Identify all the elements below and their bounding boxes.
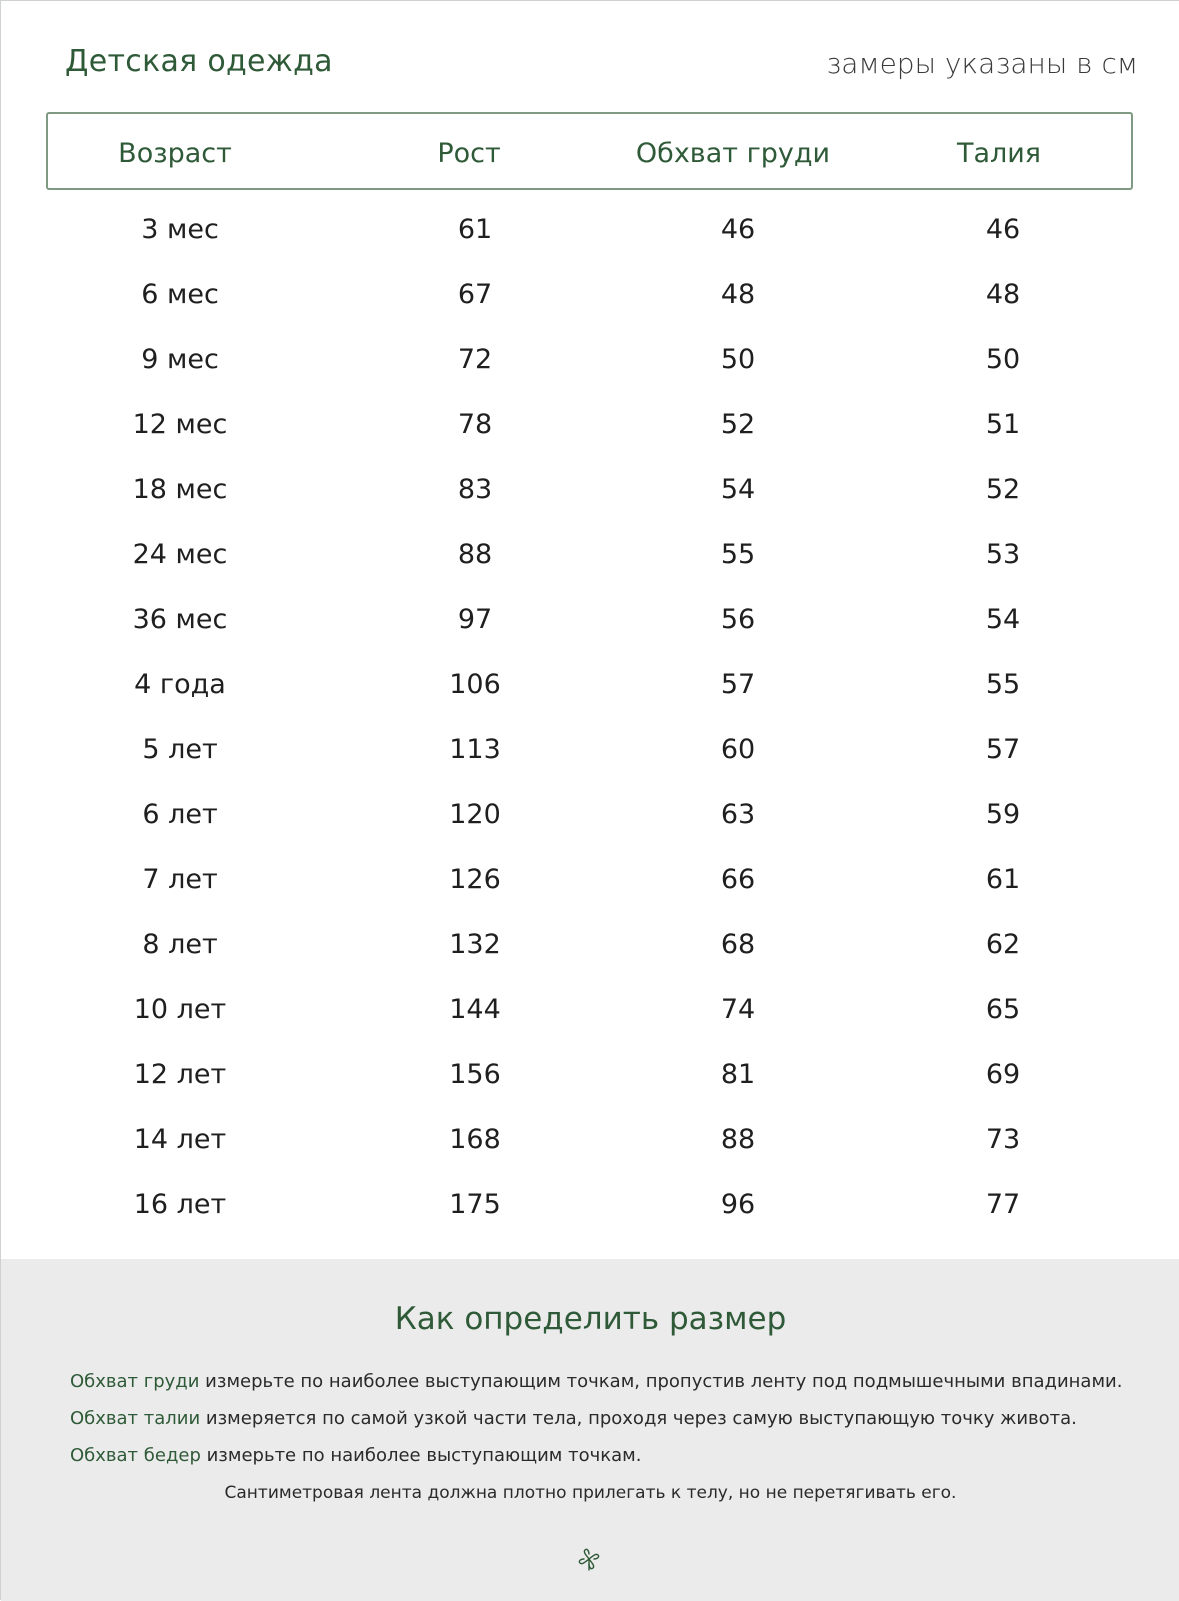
cell-waist: 61 [985,864,1021,895]
table-row [1,1046,1179,1111]
cell-waist: 65 [985,994,1021,1025]
cell-chest: 88 [720,1124,756,1155]
guide-note: Сантиметровая лента должна плотно прилегать к телу, но не перетягивать его. [224,1483,957,1503]
cell-waist: 52 [985,474,1021,505]
cell-chest: 96 [720,1189,756,1220]
cell-age: 36 мес [132,604,228,635]
cell-waist: 53 [985,539,1021,570]
cell-chest: 46 [720,214,756,245]
cell-chest: 55 [720,539,756,570]
table-row [1,266,1179,331]
cell-chest: 52 [720,409,756,440]
cell-age: 18 мес [132,474,228,505]
tip-hips [70,1437,1160,1474]
cell-chest: 48 [720,279,756,310]
cell-age: 7 лет [142,864,218,895]
tip-waist [70,1400,1160,1437]
guide-tips [70,1363,1160,1474]
cell-height: 61 [457,214,493,245]
cell-chest: 56 [720,604,756,635]
tip-text: измеряется по самой узкой части тела, проходя через самую выступающую точку живота. [200,1408,1077,1429]
size-table-section [1,1,1179,1259]
table-row [1,201,1179,266]
clover-logo-icon [576,1546,602,1572]
column-header-chest: Обхват груди [635,138,831,169]
tip-text: измерьте по наиболее выступающим точкам, пропустив ленту под подмышечными впадинами. [199,1371,1123,1392]
table-row [1,656,1179,721]
cell-chest: 68 [720,929,756,960]
cell-age: 12 лет [133,1059,227,1090]
cell-height: 88 [457,539,493,570]
cell-height: 106 [449,669,501,700]
cell-height: 67 [457,279,493,310]
table-row [1,916,1179,981]
cell-height: 156 [449,1059,501,1090]
cell-height: 175 [449,1189,501,1220]
table-row [1,851,1179,916]
cell-waist: 54 [985,604,1021,635]
units-note: замеры указаны в см [826,47,1138,80]
table-row [1,1111,1179,1176]
cell-height: 132 [449,929,501,960]
table-body [1,201,1179,1241]
cell-age: 14 лет [133,1124,227,1155]
cell-waist: 51 [985,409,1021,440]
tip-key: Обхват груди [70,1371,200,1392]
page-title: Детская одежда [65,44,333,79]
cell-waist: 55 [985,669,1021,700]
cell-chest: 60 [720,734,756,765]
cell-age: 24 мес [132,539,228,570]
cell-chest: 74 [720,994,756,1025]
cell-height: 83 [457,474,493,505]
cell-height: 126 [449,864,501,895]
cell-height: 168 [449,1124,501,1155]
guide-title: Как определить размер [394,1301,787,1337]
cell-waist: 69 [985,1059,1021,1090]
table-row [1,591,1179,656]
cell-age: 5 лет [142,734,218,765]
tip-key: Обхват талии [70,1408,201,1429]
cell-height: 144 [449,994,501,1025]
tip-text: измерьте по наиболее выступающим точкам. [200,1445,642,1466]
cell-waist: 62 [985,929,1021,960]
cell-age: 4 года [134,669,226,700]
cell-age: 8 лет [142,929,218,960]
table-row [1,331,1179,396]
table-row [1,526,1179,591]
size-guide-section [1,1259,1179,1601]
cell-chest: 57 [720,669,756,700]
cell-age: 12 мес [132,409,228,440]
cell-age: 6 лет [142,799,218,830]
column-header-height: Рост [437,138,501,169]
cell-height: 72 [457,344,493,375]
cell-chest: 63 [720,799,756,830]
cell-waist: 46 [985,214,1021,245]
cell-waist: 48 [985,279,1021,310]
cell-age: 16 лет [133,1189,227,1220]
cell-chest: 81 [720,1059,756,1090]
table-row [1,396,1179,461]
cell-height: 113 [449,734,501,765]
table-header [46,112,1133,190]
tip-chest [70,1363,1160,1400]
table-row [1,461,1179,526]
cell-age: 9 мес [141,344,219,375]
column-header-age: Возраст [118,138,232,169]
cell-waist: 77 [985,1189,1021,1220]
table-row [1,981,1179,1046]
cell-waist: 59 [985,799,1021,830]
tip-key: Обхват бедер [70,1445,201,1466]
cell-chest: 50 [720,344,756,375]
cell-age: 10 лет [133,994,227,1025]
cell-height: 97 [457,604,493,635]
cell-chest: 54 [720,474,756,505]
table-row [1,786,1179,851]
table-row [1,1176,1179,1241]
cell-chest: 66 [720,864,756,895]
cell-height: 120 [449,799,501,830]
cell-waist: 57 [985,734,1021,765]
cell-waist: 73 [985,1124,1021,1155]
cell-age: 6 мес [141,279,219,310]
table-row [1,721,1179,786]
cell-waist: 50 [985,344,1021,375]
column-header-waist: Талия [956,138,1042,169]
cell-height: 78 [457,409,493,440]
cell-age: 3 мес [141,214,219,245]
